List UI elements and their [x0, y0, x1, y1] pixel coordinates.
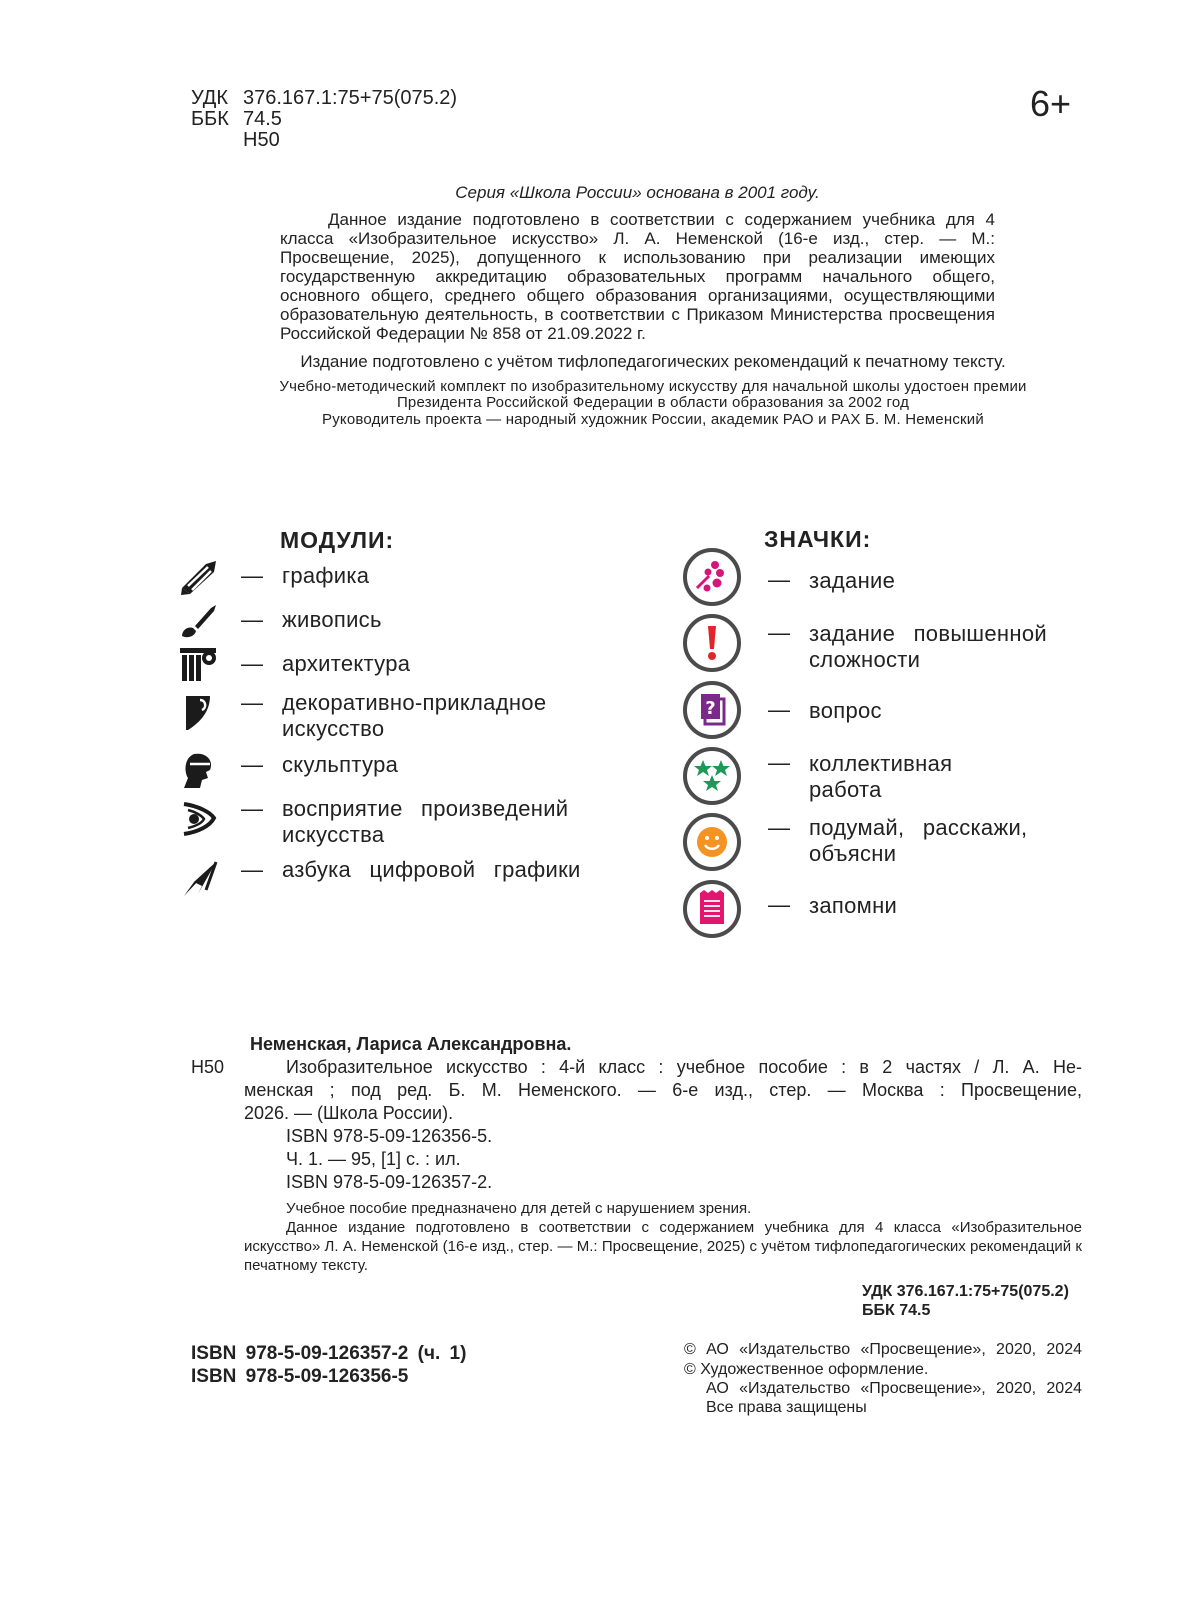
dash: —	[241, 796, 263, 821]
sign-remember: запомни	[809, 893, 898, 918]
exclamation-icon	[683, 614, 741, 672]
sign-question: вопрос	[809, 698, 882, 723]
udk-value: 376.167.1:75+75(075.2)	[243, 87, 458, 109]
copyright-4: Все права защищены	[706, 1399, 867, 1416]
award-line-1: Учебно-методический комплект по изобразительному искусству для начальной школы удостоен премии	[279, 378, 1027, 395]
paintbrush-icon	[180, 602, 220, 640]
bib-code: Н50	[191, 1057, 225, 1077]
bib-part: Ч. 1. — 95, [1] с. : ил.	[286, 1149, 461, 1169]
eye-icon	[180, 800, 220, 838]
bbk-label: ББК	[191, 108, 229, 130]
udk-row	[191, 87, 457, 109]
dash: —	[768, 815, 790, 840]
bib-line-1: Изобразительное искусство : 4-й класс : учебное пособие : в 2 частях / Л. А. Не-	[286, 1057, 1082, 1077]
bib-isbn-full: ISBN 978-5-09-126356-5.	[286, 1126, 493, 1146]
bib-author: Неменская, Лариса Александровна.	[250, 1034, 572, 1054]
bib-bbk: ББК 74.5	[862, 1302, 931, 1319]
modules-title: МОДУЛИ:	[280, 527, 395, 553]
dash: —	[768, 892, 790, 917]
three-stars-icon	[683, 747, 741, 805]
bib-line-3: 2026. — (Школа России).	[244, 1103, 454, 1123]
column-icon	[180, 646, 220, 684]
dash: —	[241, 752, 263, 777]
head-bust-icon	[180, 752, 220, 790]
paper-plane-icon	[180, 860, 220, 898]
series-note: Серия «Школа России» основана в 2001 году.	[455, 183, 820, 202]
bbk-row	[191, 108, 282, 130]
palette-dots-icon	[683, 548, 741, 606]
pencil-icon	[180, 558, 220, 596]
copyright-3: АО «Издательство «Просвещение», 2020, 2024	[706, 1380, 1082, 1397]
module-painting: живопись	[282, 607, 382, 632]
smiley-icon	[683, 813, 741, 871]
footer-isbn-1: ISBN 978-5-09-126357-2 (ч. 1)	[191, 1343, 467, 1364]
sign-hard-task: задание повышенной сложности	[809, 621, 1047, 672]
bib-note-1: Учебное пособие предназначено для детей с нарушением зрения.	[286, 1200, 752, 1217]
dash: —	[768, 697, 790, 722]
dash: —	[241, 857, 263, 882]
notepad-icon	[683, 880, 741, 938]
module-architecture: архитектура	[282, 651, 411, 676]
tiflo-note: Издание подготовлено с учётом тифлопедагогических рекомендаций к печатному тексту.	[300, 352, 1006, 371]
dash: —	[241, 563, 263, 588]
dash: —	[768, 567, 790, 592]
module-decorative: декоративно-прикладное искусство	[282, 690, 547, 741]
module-perception: восприятие произведений искусства	[282, 796, 569, 847]
sign-think-explain: подумай, расскажи, объясни	[809, 815, 1028, 866]
bib-line-2: менская ; под ред. Б. М. Неменского. — 6-е изд., стер. — Москва : Просвещение,	[244, 1080, 1082, 1100]
edition-paragraph: Данное издание подготовлено в соответствии с содержанием учебника для 4 класса «Изобразительное искусство» Л. А. Неменской (16-е изд., стер. — М.: Просвещение, 2025), допущенного к использованию при реализации имеющих государственную аккредитацию образовательных программ начального общего, основного общего, среднего общего образования организациями, осуществляющими образовательную деятельность, в соответствии с Приказом Министерства просвещения Российской Федерации № 858 от 21.09.2022 г.	[280, 210, 995, 343]
question-card-icon	[683, 681, 741, 739]
signs-title: ЗНАЧКИ:	[764, 526, 872, 552]
bib-isbn-part: ISBN 978-5-09-126357-2.	[286, 1172, 493, 1192]
module-sculpture: скульптура	[282, 752, 399, 777]
svg-text:?: ?	[705, 698, 716, 719]
award-line-2: Президента Российской Федерации в области образования за 2002 год	[396, 394, 910, 411]
sign-group-work: коллективная работа	[809, 751, 953, 802]
dash: —	[241, 651, 263, 676]
module-digital-graphics: азбука цифровой графики	[282, 857, 581, 882]
udk-label: УДК	[191, 87, 229, 109]
module-graphics: графика	[282, 563, 370, 588]
copyright-2: © Художественное оформление.	[684, 1361, 929, 1378]
dash: —	[768, 750, 790, 775]
dash: —	[768, 620, 790, 645]
author-mark: Н50	[243, 129, 280, 151]
bbk-value: 74.5	[243, 108, 282, 130]
dash: —	[241, 690, 263, 715]
age-rating: 6+	[1030, 83, 1072, 124]
dash: —	[241, 607, 263, 632]
bib-udk: УДК 376.167.1:75+75(075.2)	[862, 1283, 1069, 1300]
footer-isbn-2: ISBN 978-5-09-126356-5	[191, 1366, 409, 1387]
director-line: Руководитель проекта — народный художник России, академик РАО и РАХ Б. М. Неменский	[322, 411, 984, 428]
bib-note-2: Данное издание подготовлено в соответствии с содержанием учебника для 4 класса «Изобразительное искусство» Л. А. Неменской (16-е изд., стер. — М.: Просвещение, 2025) с учётом тифлопедагогических рекомендаций к печатному тексту.	[244, 1219, 1082, 1274]
shield-pot-icon	[180, 694, 220, 732]
sign-task: задание	[809, 568, 896, 593]
copyright-1: © АО «Издательство «Просвещение», 2020, 2024	[684, 1341, 1082, 1358]
